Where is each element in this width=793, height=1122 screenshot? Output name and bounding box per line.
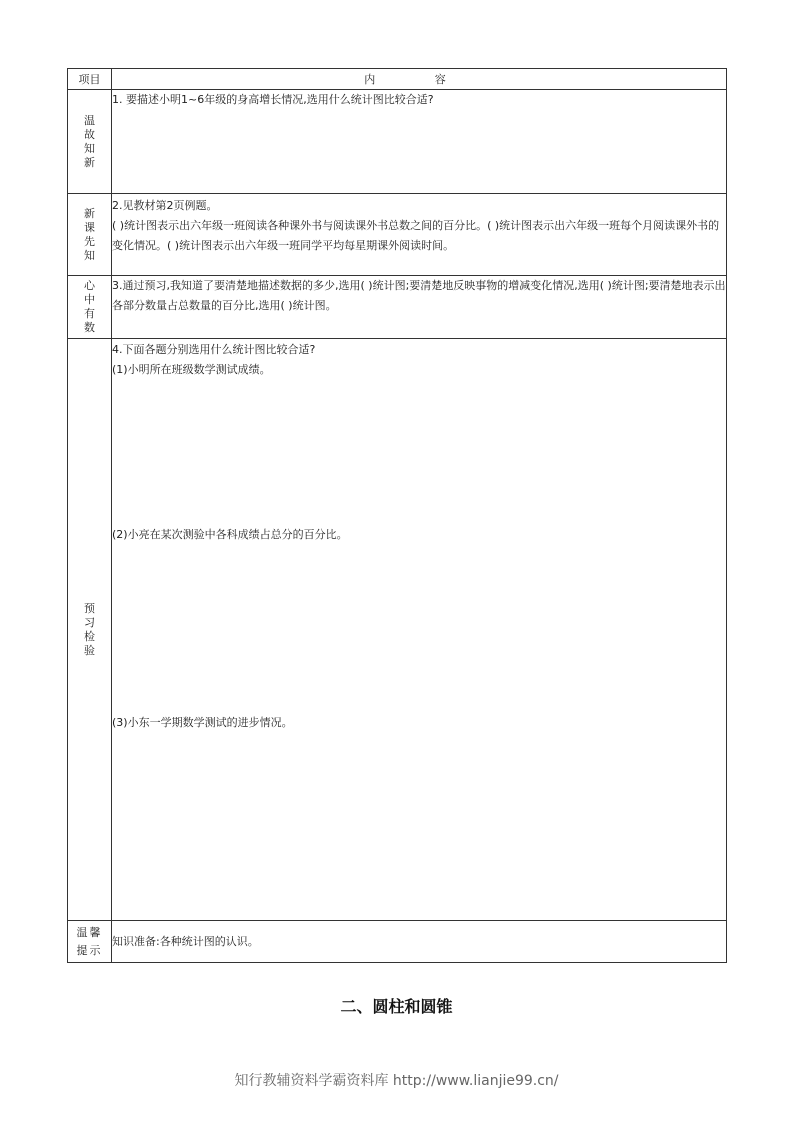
row-label-tips: 温馨提示	[76, 925, 103, 957]
question-4-title: 4.下面各题分别选用什么统计图比较合适?	[112, 343, 316, 356]
preview-table	[67, 68, 727, 963]
question-4-item-1: (1)小明所在班级数学测试成绩。	[112, 363, 271, 376]
question-2-title: 2.见教材第2页例题。	[112, 199, 218, 212]
table-row	[68, 921, 727, 963]
table-row	[68, 276, 727, 339]
question-4-item-2: (2)小亮在某次测验中各科成绩占总分的百分比。	[112, 528, 348, 541]
header-item: 项目	[68, 69, 112, 90]
row-label-check: 预习检验	[84, 601, 95, 657]
question-2-body: ( )统计图表示出六年级一班阅读各种课外书与阅读课外书总数之间的百分比。( )统计图表示出六年级一班每个月阅读课外书的变化情况。( )统计图表示出六年级一班同学平均每星期课外阅读时间。	[112, 219, 720, 252]
tips-text: 知识准备:各种统计图的认识。	[112, 934, 259, 948]
row-label-new-lesson: 新课先知	[84, 206, 95, 262]
table-row	[68, 194, 727, 276]
row-label-mind: 心中有数	[84, 279, 95, 334]
question-3: 3.通过预习,我知道了要清楚地描述数据的多少,选用( )统计图;要清楚地反映事物的增减变化情况,选用( )统计图;要清楚地表示出各部分数量占总数量的百分比,选用( )统计图。	[112, 279, 726, 312]
question-1: 1. 要描述小明1~6年级的身高增长情况,选用什么统计图比较合适?	[112, 93, 434, 106]
question-4-item-3: (3)小东一学期数学测试的进步情况。	[112, 716, 293, 729]
section-title: 二、圆柱和圆锥	[340, 997, 453, 1016]
header-content: 内 容	[112, 69, 727, 90]
watermark: 知行教辅资料学霸资料库 http://www.lianjie99.cn/	[234, 1073, 559, 1089]
table-row	[68, 339, 727, 921]
row-label-review: 温故知新	[84, 113, 95, 169]
table-row	[68, 90, 727, 194]
table-header-row	[68, 69, 727, 90]
